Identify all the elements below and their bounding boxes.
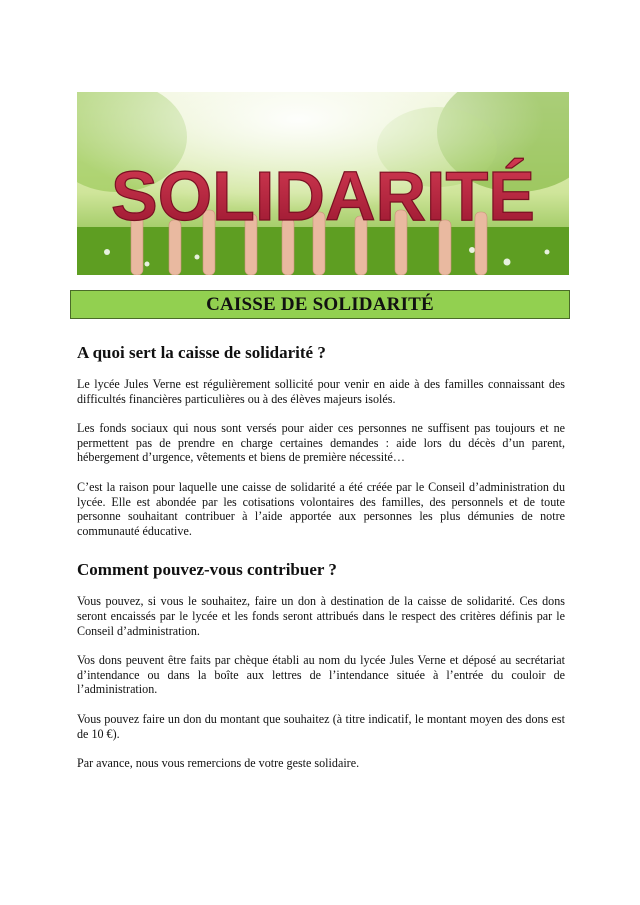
banner-word: SOLIDARITÉ <box>111 157 535 235</box>
paragraph: Vos dons peuvent être faits par chèque établi au nom du lycée Jules Verne et déposé au secrétariat d’intendance ou dans la boîte aux lettres de l’intendance située à l’entrée du couloir de l’administration. <box>77 653 565 697</box>
paragraph: Les fonds sociaux qui nous sont versés pour aider ces personnes ne suffisent pas toujours et ne permettent pas de prendre en charge certaines demandes : aide lors du décès d’un parent, hébergement d’urgence, vêtements et biens de première nécessité… <box>77 421 565 465</box>
banner-image <box>77 92 569 275</box>
page-title-box <box>70 290 570 319</box>
document-body <box>77 343 565 786</box>
solidarite-illustration <box>77 92 569 275</box>
paragraph: Le lycée Jules Verne est régulièrement sollicité pour venir en aide à des familles connaissant des difficultés financières particulières ou à des élèves majeurs isolés. <box>77 377 565 406</box>
paragraph: C’est la raison pour laquelle une caisse de solidarité a été créée par le Conseil d’administration du lycée. Elle est abondée par les cotisations volontaires des familles, des personnels et de toute personne souhaitant contribuer à l’aide apportée aux personnes les plus démunies de notre communauté éducative. <box>77 479 565 538</box>
paragraph: Vous pouvez, si vous le souhaitez, faire un don à destination de la caisse de solidarité. Ces dons seront encaissés par le lycée et les fonds seront attribués dans le respect des critères définis par le Conseil d’administration. <box>77 594 565 638</box>
paragraph: Par avance, nous vous remercions de votre geste solidaire. <box>77 756 360 771</box>
section-heading-purpose: A quoi sert la caisse de solidarité ? <box>77 343 326 362</box>
paragraph: Vous pouvez faire un don du montant que souhaitez (à titre indicatif, le montant moyen des dons est de 10 €). <box>77 711 565 741</box>
page-title: CAISSE DE SOLIDARITÉ <box>206 293 434 315</box>
section-heading-contribute: Comment pouvez-vous contribuer ? <box>77 560 337 580</box>
